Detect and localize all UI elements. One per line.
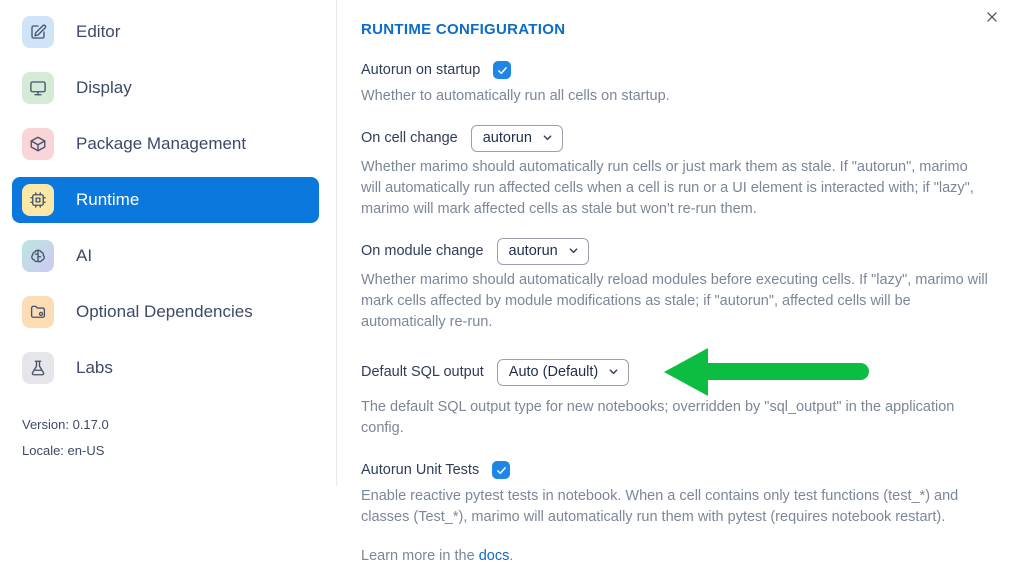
sidebar-item-label: Editor (76, 22, 121, 41)
learn-more-prefix: Learn more in the (361, 548, 479, 564)
learn-more-suffix: . (509, 548, 514, 564)
on-module-change-description: Whether marimo should automatically reload modules before executing cells. If "lazy", marimo will mark cells affected by module modifications as stale; if "autorun", affected cells will be automatically re-run. (361, 272, 988, 330)
chevron-down-icon (568, 245, 579, 256)
sidebar-item-editor[interactable] (12, 9, 319, 55)
autorun-unit-tests-label: Autorun Unit Tests (361, 462, 480, 478)
sidebar-item-package-management[interactable] (12, 121, 319, 167)
settings-sidebar (0, 0, 337, 486)
sidebar-item-display[interactable] (12, 65, 319, 111)
learn-more-text (361, 546, 990, 567)
sidebar-item-label: AI (76, 246, 93, 265)
version-text: Version: 0.17.0 (22, 417, 109, 432)
on-cell-change-label: On cell change (361, 130, 458, 146)
sidebar-item-ai[interactable] (12, 233, 319, 279)
sidebar-item-runtime[interactable] (12, 177, 319, 223)
on-cell-change-select[interactable] (471, 125, 563, 152)
monitor-icon (22, 72, 54, 104)
locale-text: Locale: en-US (22, 443, 105, 458)
default-sql-output-description: The default SQL output type for new notebooks; overridden by "sql_output" in the application config. (361, 399, 955, 436)
edit-icon (22, 16, 54, 48)
on-cell-change-value: autorun (482, 129, 532, 146)
default-sql-output-value: Auto (Default) (508, 363, 599, 380)
setting-on-module-change (361, 237, 990, 333)
on-module-change-value: autorun (508, 242, 558, 259)
on-module-change-select[interactable] (497, 238, 589, 265)
sidebar-item-label: Optional Dependencies (76, 302, 253, 321)
autorun-startup-checkbox[interactable] (493, 61, 511, 79)
cpu-icon (22, 184, 54, 216)
annotation-arrow-left-icon (664, 348, 869, 396)
autorun-unit-tests-checkbox[interactable] (492, 461, 510, 479)
setting-default-sql-output (361, 348, 990, 439)
docs-link[interactable]: docs (478, 548, 510, 564)
autorun-unit-tests-description: Enable reactive pytest tests in notebook. When a cell contains only test functions (test_*) and classes (Test_*), marimo will automatically run them with pytest (requires notebook restart). (361, 488, 959, 525)
chevron-down-icon (542, 132, 553, 143)
package-icon (22, 128, 54, 160)
folder-icon (22, 296, 54, 328)
page-title: RUNTIME CONFIGURATION (361, 21, 566, 38)
autorun-startup-description: Whether to automatically run all cells on startup. (361, 88, 670, 104)
brain-icon (22, 240, 54, 272)
flask-icon (22, 352, 54, 384)
default-sql-output-select[interactable] (497, 359, 629, 386)
sidebar-meta (22, 417, 336, 469)
setting-autorun-unit-tests (361, 459, 990, 528)
chevron-down-icon (608, 366, 619, 377)
sidebar-item-optional-dependencies[interactable] (12, 289, 319, 335)
default-sql-output-label: Default SQL output (361, 364, 484, 380)
sidebar-item-label: Package Management (76, 134, 247, 153)
setting-autorun-on-startup (361, 59, 990, 107)
sidebar-item-label: Labs (76, 358, 113, 377)
sidebar-item-label: Runtime (76, 190, 140, 209)
sidebar-item-labs[interactable] (12, 345, 319, 391)
on-cell-change-description: Whether marimo should automatically run cells or just mark them as stale. If "autorun", marimo will automatically run affected cells when a cell is run or a UI element is interacted with; if "lazy", marimo will mark affected cells as stale but won't re-run them. (361, 159, 974, 217)
autorun-startup-label: Autorun on startup (361, 62, 481, 78)
setting-on-cell-change (361, 124, 990, 220)
close-icon[interactable] (983, 8, 1001, 26)
sidebar-item-label: Display (76, 78, 132, 97)
runtime-settings-panel (337, 0, 1014, 564)
on-module-change-label: On module change (361, 243, 484, 259)
